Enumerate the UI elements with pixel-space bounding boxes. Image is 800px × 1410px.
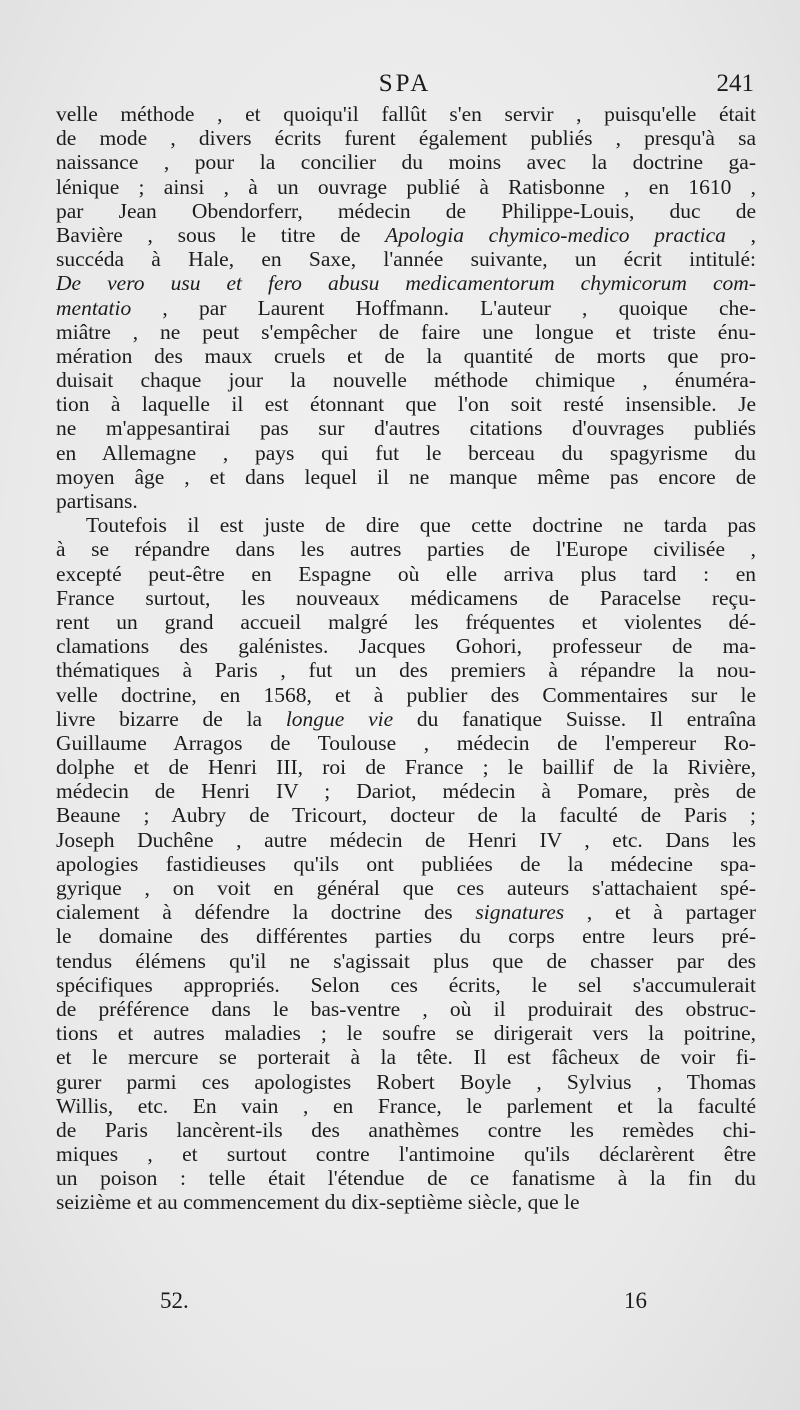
text-line: tion à laquelle il est étonnant que l'on soit resté insensible. Je	[56, 392, 756, 417]
page-footer	[56, 1288, 754, 1318]
page-number: 241	[716, 70, 754, 97]
text-line: apologies fastidieuses qu'ils ont publiées de la médecine spa-	[56, 851, 756, 876]
text-line: mération des maux cruels et de la quantité de morts que pro-	[56, 343, 756, 368]
text-line: duisait chaque jour la nouvelle méthode chimique , énuméra-	[56, 368, 756, 393]
text-line: dolphe et de Henri III, roi de France ; le baillif de la Rivière,	[56, 755, 756, 780]
text-line: Guillaume Arragos de Toulouse , médecin de l'empereur Ro-	[56, 730, 756, 755]
text-line: miques , et surtout contre l'antimoine qu'ils déclarèrent être	[56, 1142, 756, 1167]
text-line: en Allemagne , pays qui fut le berceau du spagyrisme du	[56, 440, 756, 465]
text-line: gyrique , on voit en général que ces auteurs s'attachaient spé-	[56, 876, 756, 900]
text-line: médecin de Henri IV ; Dariot, médecin à Pomare, près de	[56, 779, 756, 804]
text-line: moyen âge , et dans lequel il ne manque même pas encore de	[56, 464, 756, 489]
text-line: mentatio , par Laurent Hoffmann. L'auteur , quoique che-	[56, 295, 756, 320]
text-line: Beaune ; Aubry de Tricourt, docteur de la faculté de Paris ;	[56, 803, 756, 828]
text-line: cialement à défendre la doctrine des signatures , et à partager	[56, 900, 756, 925]
sheet-number: 16	[624, 1288, 647, 1313]
text-line: Joseph Duchêne , autre médecin de Henri IV , etc. Dans les	[56, 827, 756, 852]
text-line: seizième et au commencement du dix-septième siècle, que le	[56, 1190, 580, 1215]
text-line: naissance , pour la concilier du moins avec la doctrine ga-	[56, 150, 756, 175]
text-line: spécifiques appropriés. Selon ces écrits, le sel s'accumulerait	[56, 972, 756, 997]
text-line: Bavière , sous le titre de Apologia chymico-medico practica ,	[56, 222, 756, 247]
text-line: de mode , divers écrits furent également publiés , presqu'à sa	[56, 126, 756, 151]
text-line: succéda à Hale, en Saxe, l'année suivante, un écrit intitulé:	[56, 247, 756, 272]
text-line: clamations des galénistes. Jacques Gohori, professeur de ma-	[56, 634, 756, 659]
text-line: thématiques à Paris , fut un des premiers à répandre la nou-	[56, 658, 756, 683]
text-line: à se répandre dans les autres parties de l'Europe civilisée ,	[56, 537, 756, 562]
body-text	[56, 102, 756, 1215]
signature-mark: 52.	[160, 1288, 189, 1313]
text-line: partisans.	[56, 489, 138, 513]
text-line: un poison : telle était l'étendue de ce fanatisme à la fin du	[56, 1166, 756, 1191]
running-head: SPA	[378, 70, 432, 97]
page-header	[56, 64, 754, 104]
text-line: de préférence dans le bas-ventre , où il produirait des obstruc-	[56, 996, 756, 1021]
text-line: De vero usu et fero abusu medicamentorum chymicorum com-	[56, 271, 756, 296]
text-line: et le mercure se porterait à la tête. Il est fâcheux de voir fi-	[56, 1045, 756, 1070]
text-line: lénique ; ainsi , à un ouvrage publié à Ratisbonne , en 1610 ,	[56, 174, 756, 199]
text-line: de Paris lancèrent-ils des anathèmes contre les remèdes chi-	[56, 1117, 756, 1142]
text-line: velle méthode , et quoiqu'il fallût s'en servir , puisqu'elle était	[56, 102, 756, 126]
text-line: Willis, etc. En vain , en France, le parlement et la faculté	[56, 1093, 756, 1118]
paragraph	[56, 102, 756, 513]
text-line: le domaine des différentes parties du corps entre leurs pré-	[56, 924, 756, 949]
text-line: ne m'appesantirai pas sur d'autres citations d'ouvrages publiés	[56, 416, 756, 441]
text-line: rent un grand accueil malgré les fréquentes et violentes dé-	[56, 609, 756, 634]
text-line: par Jean Obendorferr, médecin de Philippe-Louis, duc de	[56, 198, 756, 223]
text-line: gurer parmi ces apologistes Robert Boyle , Sylvius , Thomas	[56, 1069, 756, 1094]
text-line: livre bizarre de la longue vie du fanatique Suisse. Il entraîna	[56, 706, 756, 731]
text-line: tions et autres maladies ; le soufre se dirigerait vers la poitrine,	[56, 1021, 756, 1046]
text-line: Toutefois il est juste de dire que cette doctrine ne tarda pas	[86, 513, 756, 538]
text-line: excepté peut-être en Espagne où elle arriva plus tard : en	[56, 561, 756, 586]
text-line: tendus élémens qu'il ne s'agissait plus que de chasser par des	[56, 948, 756, 973]
paragraph	[56, 513, 756, 1214]
text-line: France surtout, les nouveaux médicamens de Paracelse reçu-	[56, 585, 756, 610]
text-line: miâtre , ne peut s'empêcher de faire une longue et triste énu-	[56, 319, 756, 344]
text-line: velle doctrine, en 1568, et à publier des Commentaires sur le	[56, 682, 756, 707]
